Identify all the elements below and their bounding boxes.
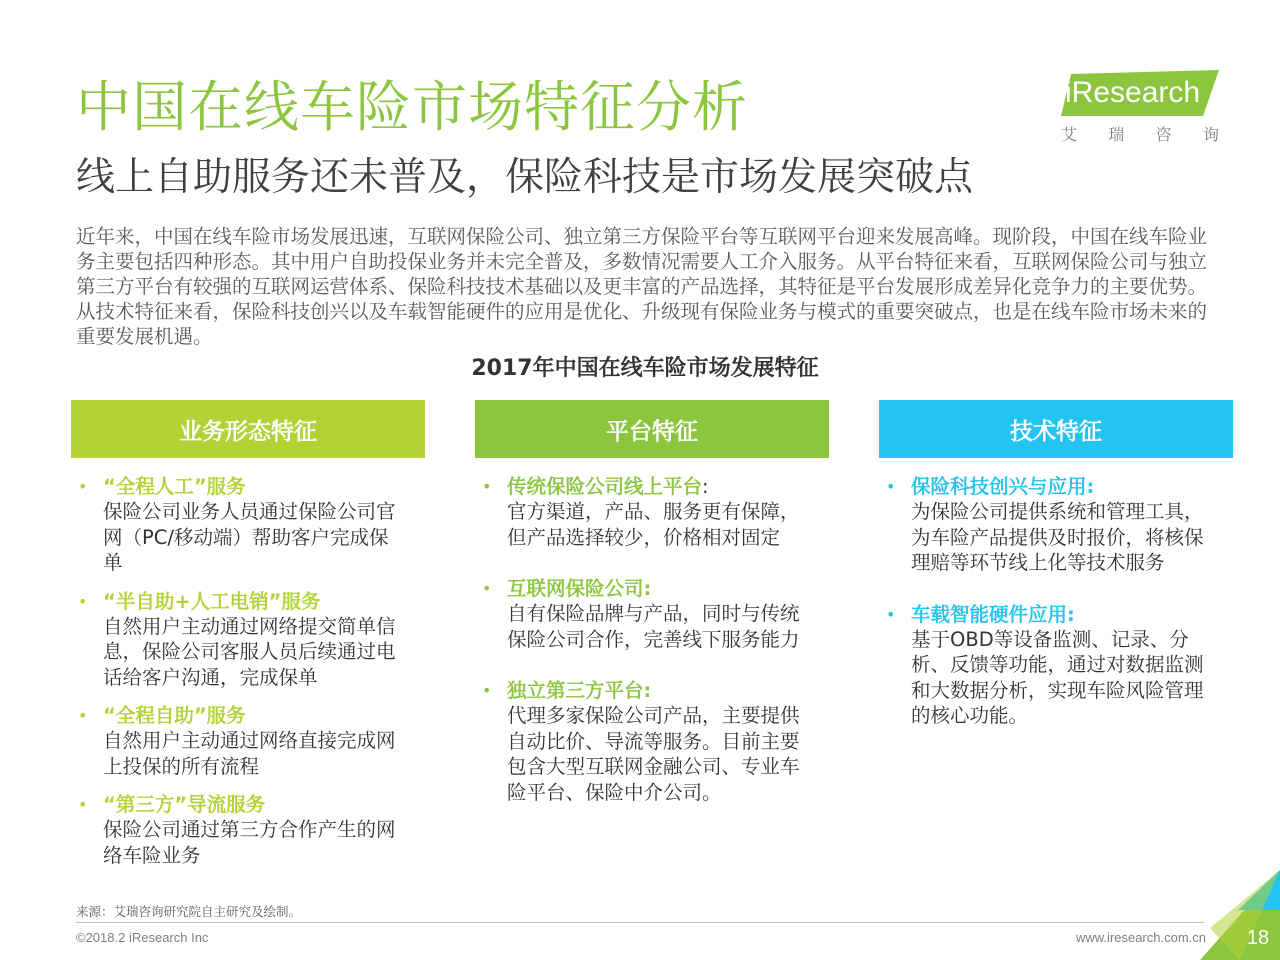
footer-divider bbox=[76, 922, 1204, 923]
item-title: 保险科技创兴与应用: bbox=[911, 475, 1095, 498]
item-title-colon: : bbox=[702, 475, 709, 498]
list-item bbox=[884, 602, 1214, 729]
bullet-icon: • bbox=[78, 591, 88, 611]
item-title: 独立第三方平台: bbox=[507, 679, 652, 702]
bullet-icon: • bbox=[886, 604, 896, 624]
list-item bbox=[480, 678, 810, 805]
column-header-business: 业务形态特征 bbox=[71, 400, 425, 458]
logo-subtitle-char: 艾 bbox=[1061, 125, 1078, 144]
list-item bbox=[76, 589, 406, 691]
item-title-text: 传统保险公司线上平台 bbox=[507, 475, 703, 498]
iresearch-logo bbox=[1055, 70, 1220, 150]
column-platform bbox=[480, 474, 810, 831]
item-description: 自然用户主动通过网络直接完成网上投保的所有流程 bbox=[103, 729, 396, 778]
item-title: “半自助+人工电销”服务 bbox=[103, 589, 321, 613]
bullet-icon: • bbox=[482, 579, 492, 598]
website-link[interactable]: www.iresearch.com.cn bbox=[1075, 930, 1206, 945]
list-item bbox=[76, 703, 406, 779]
bullet-icon: • bbox=[78, 795, 88, 814]
bullet-icon: • bbox=[78, 706, 88, 725]
logo-subtitle-char: 咨 bbox=[1155, 125, 1172, 144]
logo-subtitle-char: 瑞 bbox=[1108, 125, 1125, 144]
column-technology bbox=[884, 474, 1214, 755]
logo-text: iResearch bbox=[1065, 76, 1201, 109]
list-item bbox=[480, 474, 810, 550]
item-description: 自有保险品牌与产品，同时与传统保险公司合作，完善线下服务能力 bbox=[507, 602, 800, 651]
column-business bbox=[76, 474, 406, 881]
item-title: “全程人工”服务 bbox=[103, 475, 246, 498]
bullet-icon: • bbox=[886, 477, 896, 496]
item-description: 为保险公司提供系统和管理工具，为车险产品提供及时报价，将核保理赔等环节线上化等技术服务 bbox=[911, 500, 1204, 574]
item-description: 官方渠道，产品、服务更有保障，但产品选择较少，价格相对固定 bbox=[507, 500, 800, 549]
logo-subtitle-char: 询 bbox=[1202, 125, 1219, 144]
item-title: 车载智能硬件应用: bbox=[911, 602, 1075, 626]
intro-paragraph: 近年来，中国在线车险市场发展迅速，互联网保险公司、独立第三方保险平台等互联网平台迎来发展高峰。现阶段，中国在线车险业务主要包括四种形态。其中用户自助投保业务并未完全普及，多数情况需要人工介入服务。从平台特征来看，互联网保险公司与独立第三方平台有较强的互联网运营体系、保险科技技术基础以及更丰富的产品选择，其特征是平台发展形成差异化竞争力的主要优势。从技术特征来看，保险科技创兴以及车载智能硬件的应用是优化、升级现有保险业务与模式的重要突破点，也是在线车险市场未来的重要发展机遇。 bbox=[76, 225, 1208, 348]
item-title bbox=[507, 474, 810, 499]
item-description: 保险公司业务人员通过保险公司官网（PC/移动端）帮助客户完成保单 bbox=[103, 500, 396, 574]
bullet-icon: • bbox=[482, 477, 492, 496]
column-header-platform: 平台特征 bbox=[475, 400, 829, 458]
list-item bbox=[480, 576, 810, 652]
item-title: 互联网保险公司: bbox=[507, 577, 652, 600]
source-note: 来源：艾瑞咨询研究院自主研究及绘制。 bbox=[76, 904, 302, 919]
page-subtitle: 线上自助服务还未普及，保险科技是市场发展突破点 bbox=[76, 155, 974, 200]
item-title: “第三方”导流服务 bbox=[103, 793, 266, 816]
bullet-icon: • bbox=[482, 681, 492, 700]
copyright-text: ©2018.2 iResearch Inc bbox=[76, 930, 209, 945]
bullet-icon: • bbox=[78, 477, 88, 496]
item-description: 保险公司通过第三方合作产生的网络车险业务 bbox=[103, 818, 396, 867]
page-title: 中国在线车险市场特征分析 bbox=[76, 75, 749, 139]
item-description: 代理多家保险公司产品，主要提供自动比价、导流等服务。目前主要包含大型互联网金融公司、专业车险平台、保险中介公司。 bbox=[507, 704, 800, 804]
page-number: 18 bbox=[1246, 927, 1270, 949]
item-description: 基于OBD等设备监测、记录、分析、反馈等功能，通过对数据监测和大数据分析，实现车险风险管理的核心功能。 bbox=[911, 627, 1204, 727]
item-description: 自然用户主动通过网络提交简单信息，保险公司客服人员后续通过电话给客户沟通，完成保单 bbox=[103, 614, 396, 689]
section-title: 2017年中国在线车险市场发展特征 bbox=[471, 356, 819, 381]
list-item bbox=[884, 474, 1214, 576]
item-title: “全程自助”服务 bbox=[103, 704, 246, 727]
column-header-technology: 技术特征 bbox=[879, 400, 1233, 458]
list-item bbox=[76, 792, 406, 868]
list-item bbox=[76, 474, 406, 576]
logo-subtitle bbox=[1061, 125, 1219, 145]
